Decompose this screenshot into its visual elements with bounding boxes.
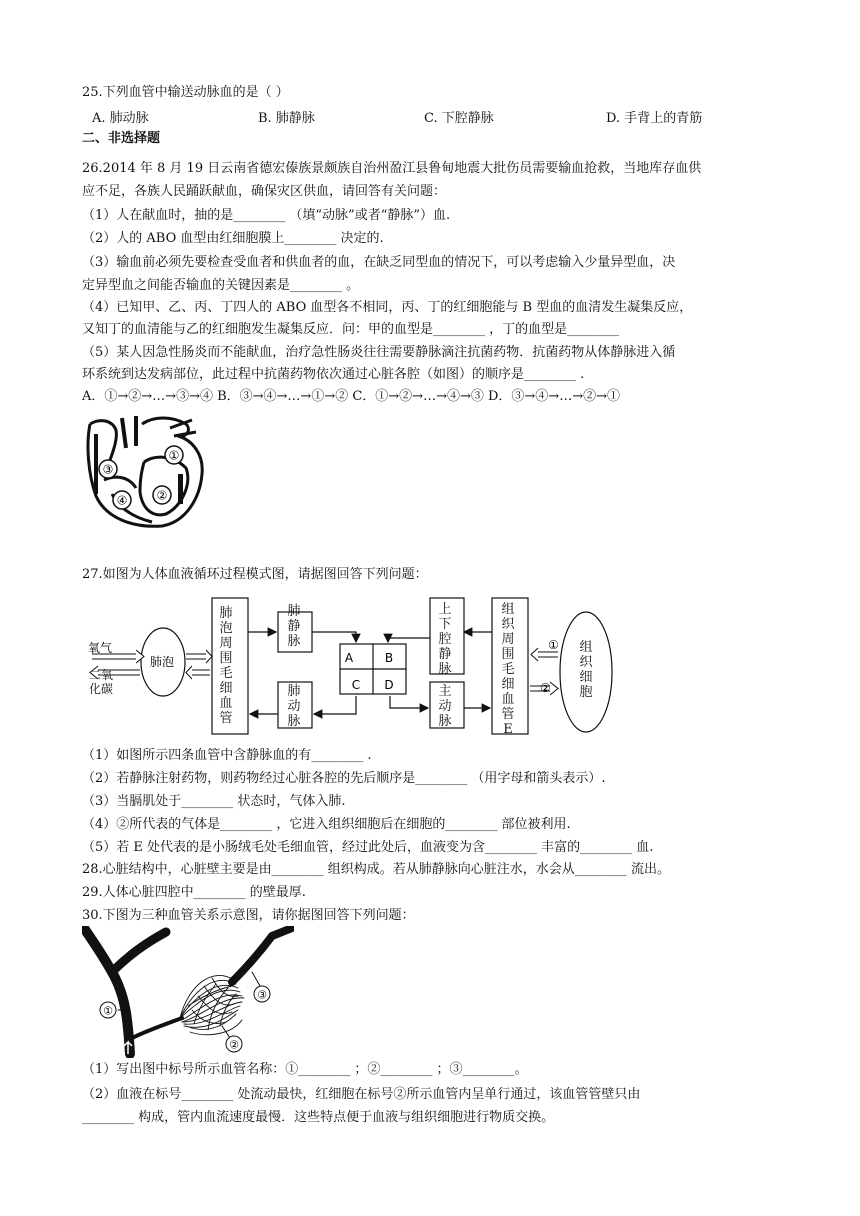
q26-line: （4）已知甲、乙、丙、丁四人的 ABO 血型各不相同，丙、丁的红细胞能与 B 型血的血清发生凝集反应， [82, 300, 693, 315]
q27-stem: 27.如图为人体血液循环过程模式图，请据图回答下列问题： [82, 567, 428, 582]
alveolar-capillary-label: 肺泡周围毛细血管 [219, 606, 233, 726]
co2-label: 二氧化碳 [88, 668, 113, 696]
q27-line: （1）如图所示四条血管中含静脉血的有________ . [82, 748, 372, 763]
q25-option-a: A. 肺动脉 [92, 111, 149, 126]
chamber-b: B [384, 651, 394, 665]
q26-line: （1）人在献血时，抽的是________ （填“动脉”或者“静脉”）血. [82, 208, 451, 223]
q29: 29.人体心脏四腔中________ 的壁最厚. [82, 885, 306, 900]
q25-option-c: C. 下腔静脉 [424, 111, 494, 126]
arrow-2-label: ② [540, 681, 551, 695]
q27-line: （4）②所代表的气体是________ ，它进入组织细胞后在细胞的________ 部位被利用. [82, 817, 571, 832]
q30-stem: 30.下图为三种血管关系示意图，请你据图回答下列问题： [82, 908, 415, 923]
blood-vessel-figure [82, 926, 294, 1058]
q25-option-d: D. 手背上的青筋 [606, 111, 703, 126]
tissue-capillary-label: 组织周围毛细血管E [501, 602, 515, 737]
circulation-diagram [82, 592, 622, 742]
tissue-cell-label: 组织细胞 [579, 640, 593, 700]
q25-stem: 25.下列血管中输送动脉血的是（ ） [82, 85, 289, 100]
heart-label-4: ④ [116, 493, 128, 508]
vessel-label-1: ① [103, 1004, 113, 1018]
q27-line: （5）若 E 处代表的是小肠绒毛处毛细血管，经过此处后，血液变为含________ 丰富的________ 血. [82, 840, 654, 855]
q28: 28.心脏结构中，心脏壁主要是由________ 组织构成。若从肺静脉向心脏注水，水会从________ 流出。 [82, 862, 670, 877]
vena-cava-label: 上下腔静脉 [438, 602, 452, 677]
vessel-label-3: ③ [257, 988, 267, 1002]
alveolus-label: 肺泡 [150, 655, 175, 669]
q27-line: （2）若静脉注射药物，则药物经过心脏各腔的先后顺序是________ （用字母和箭头表示）. [82, 771, 606, 786]
q25-option-b: B. 肺静脉 [258, 111, 315, 126]
q30-line: （1）写出图中标号所示血管名称：①________ ；②________ ；③________。 [82, 1062, 528, 1077]
q26-line: （3）输血前必须先要检查受血者和供血者的血，在缺乏同型血的情况下，可以考虑输入少量异型血，决 [82, 255, 676, 270]
section-title: 二、非选择题 [82, 131, 161, 146]
oxygen-label: 氧气 [88, 641, 113, 655]
chamber-a: A [344, 651, 354, 665]
vessel-label-2: ② [229, 1038, 239, 1052]
heart-figure [82, 414, 212, 532]
heart-label-1: ① [168, 448, 180, 463]
arrow-1-label: ① [548, 638, 559, 652]
heart-label-2: ② [156, 488, 168, 503]
q27-line: （3）当膈肌处于________ 状态时，气体入肺. [82, 794, 346, 809]
q26-line: 定异型血之间能否输血的关键因素是________ 。 [82, 278, 360, 293]
heart-label-3: ③ [102, 462, 114, 477]
q30-line: ________ 构成，管内血流速度最慢．这些特点便于血液与组织细胞进行物质交换。 [82, 1110, 555, 1125]
q26-line: 26.2014 年 8 月 19 日云南省德宏傣族景颇族自治州盈江县鲁甸地震大批伤员需要输血抢救，当地库存血供 [82, 161, 702, 176]
pulmonary-artery-label: 肺动脉 [287, 684, 301, 729]
q26-line: 应不足，各族人民踊跃献血，确保灾区供血，请回答有关问题： [82, 184, 447, 199]
chamber-c: C [351, 678, 361, 692]
aorta-label: 主动脉 [438, 684, 452, 729]
q30-line: （2）血液在标号________ 处流动最快，红细胞在标号②所示血管内呈单行通过，该血管管壁只由 [82, 1087, 641, 1102]
q26-line: （2）人的 ABO 血型由红细胞膜上________ 决定的. [82, 231, 384, 246]
q26-line: 又知丁的血清能与乙的红细胞发生凝集反应．问：甲的血型是________ ，丁的血型是________ [82, 322, 620, 337]
q26-options: A．①→②→…→③→④ B．③→④→…→①→② C．①→②→…→④→③ D．③→④→…→②→① [82, 389, 620, 404]
pulmonary-vein-label: 肺静脉 [287, 604, 301, 649]
q26-line: 环系统到达发病部位，此过程中抗菌药物依次通过心脏各腔（如图）的顺序是________ . [82, 367, 585, 382]
chamber-d: D [384, 678, 394, 692]
q26-line: （5）某人因急性肠炎而不能献血，治疗急性肠炎往往需要静脉滴注抗菌药物．抗菌药物从体静脉进入循 [82, 345, 676, 360]
